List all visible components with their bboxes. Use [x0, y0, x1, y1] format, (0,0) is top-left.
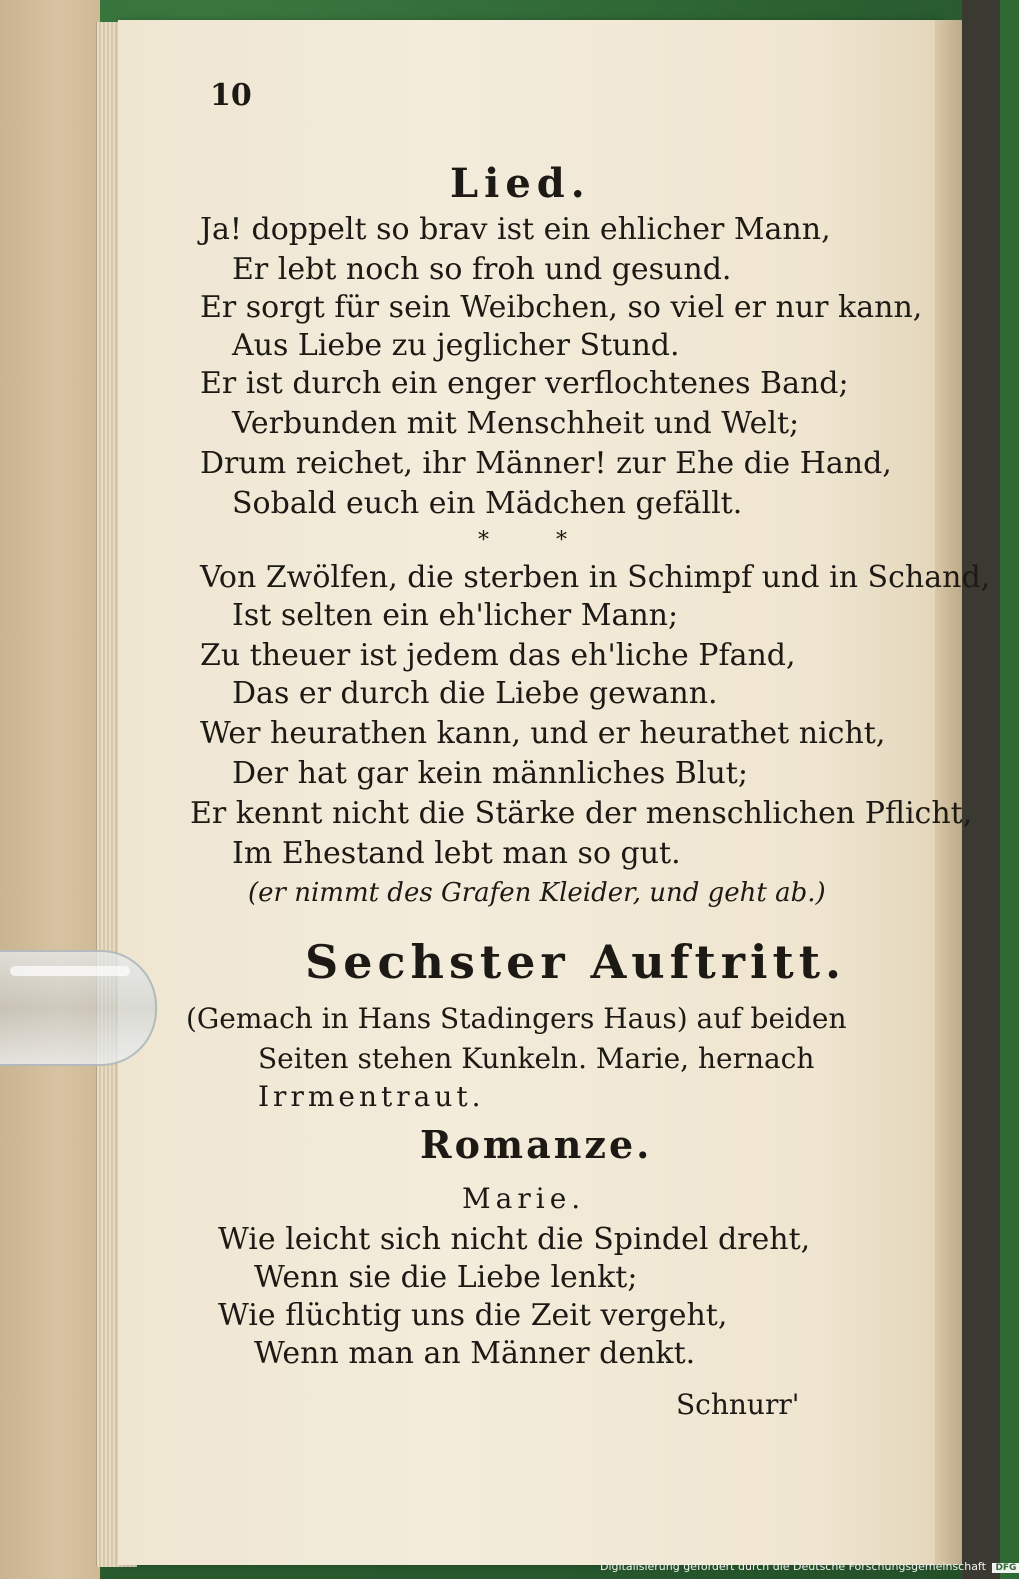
verse-line: Der hat gar kein männliches Blut; [232, 756, 748, 791]
verse-line: Wie flüchtig uns die Zeit vergeht, [218, 1298, 728, 1333]
verse-line: Im Ehestand lebt man so gut. [232, 836, 681, 871]
book-gutter [935, 20, 965, 1565]
scene-description-line: Irrmentraut. [258, 1080, 485, 1113]
verse-line: Drum reichet, ihr Männer! zur Ehe die Hand, [200, 446, 892, 481]
dfg-logo: DFG [992, 1563, 1019, 1573]
verse-line: Wenn man an Männer denkt. [254, 1336, 696, 1371]
scene-description-line: (Gemach in Hans Stadingers Haus) auf beiden [186, 1002, 847, 1035]
song-title: Lied. [450, 160, 591, 207]
stanza-separator: * * [478, 528, 597, 553]
verse-line: Das er durch die Liebe gewann. [232, 676, 718, 711]
verse-line: Zu theuer ist jedem das eh'liche Pfand, [200, 638, 796, 673]
verse-line: Wenn sie die Liebe lenkt; [254, 1260, 638, 1295]
clip-highlight [10, 966, 130, 976]
verse-line: Er lebt noch so froh und gesund. [232, 252, 732, 287]
verse-line: Wie leicht sich nicht die Spindel dreht, [218, 1222, 811, 1257]
verse-line: Aus Liebe zu jeglicher Stund. [232, 328, 680, 363]
scene-title: Sechster Auftritt. [305, 935, 846, 989]
book-edge-left [0, 0, 100, 1579]
verse-line: Von Zwölfen, die sterben in Schimpf und in Schand, [200, 560, 991, 595]
page-number: 10 [210, 78, 252, 113]
stage-direction: (er nimmt des Grafen Kleider, und geht ab.) [248, 878, 826, 908]
page-clip [0, 950, 157, 1066]
verse-line: Ja! doppelt so brav ist ein ehlicher Mann, [200, 212, 831, 247]
footer-credit-text: Digitalisierung gefördert durch die Deutsche Forschungsgemeinschaft [600, 1560, 986, 1573]
scene-description-line: Seiten stehen Kunkeln. Marie, hernach [258, 1042, 815, 1075]
speaker-name: Marie. [462, 1182, 586, 1215]
verse-line: Er kennt nicht die Stärke der menschlichen Pflicht, [190, 796, 973, 831]
verse-line: Ist selten ein eh'licher Mann; [232, 598, 679, 633]
verse-line: Sobald euch ein Mädchen gefällt. [232, 486, 743, 521]
romance-title: Romanze. [420, 1122, 653, 1167]
footer-credit [600, 1560, 1019, 1573]
verse-line: Verbunden mit Menschheit und Welt; [232, 406, 800, 441]
verse-line: Er sorgt für sein Weibchen, so viel er nur kann, [200, 290, 923, 325]
verse-line: Wer heurathen kann, und er heurathet nicht, [200, 716, 886, 751]
verse-line: Er ist durch ein enger verflochtenes Band; [200, 366, 849, 401]
scan-border [962, 0, 1000, 1579]
catchword: Schnurr' [676, 1388, 800, 1421]
